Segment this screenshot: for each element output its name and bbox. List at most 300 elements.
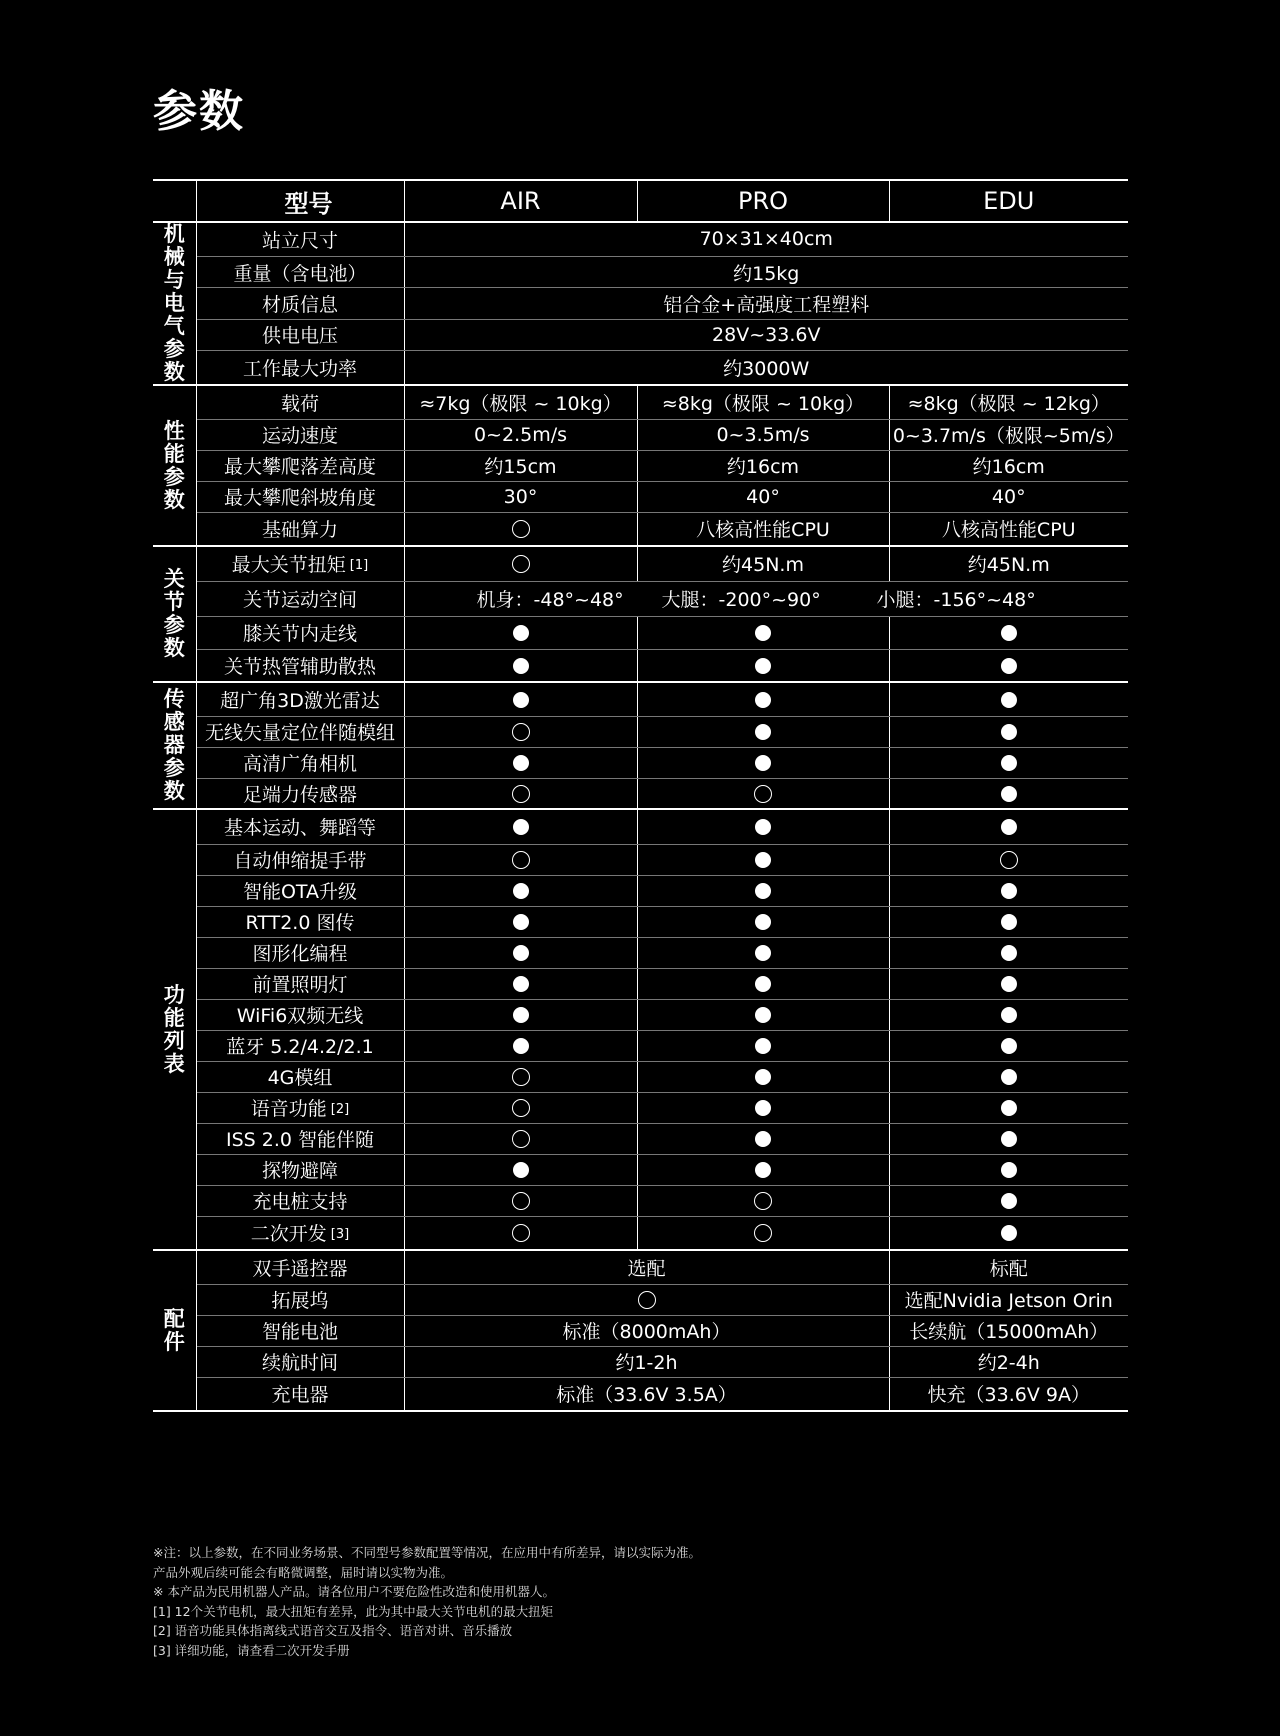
value-cell <box>889 1315 1128 1346</box>
filled-circle-icon <box>1001 1069 1017 1085</box>
filled-circle-icon <box>755 914 771 930</box>
row-label <box>196 1061 404 1092</box>
row-label <box>196 1154 404 1185</box>
row-label <box>196 385 404 419</box>
spec-row <box>153 809 1128 844</box>
row-label-text: 智能OTA升级 <box>242 881 358 903</box>
footnote-ref: [2] <box>330 1102 350 1117</box>
row-label-text: 拓展坞 <box>271 1290 329 1312</box>
value-cell <box>889 419 1128 450</box>
spec-row <box>153 968 1128 999</box>
category-label <box>153 222 196 385</box>
value-text: 约2-4h <box>977 1352 1040 1374</box>
filled-circle-icon <box>755 658 771 674</box>
filled-circle-icon <box>1001 1038 1017 1054</box>
value-cell <box>889 778 1128 809</box>
value-cell <box>404 682 637 716</box>
row-label-text: 足端力传感器 <box>242 783 357 806</box>
row-label <box>196 778 404 809</box>
row-label-text: 超广角3D激光雷达 <box>220 689 380 712</box>
spec-row <box>153 999 1128 1030</box>
value-cell <box>404 222 1128 256</box>
value-cell <box>404 546 637 581</box>
row-label <box>196 649 404 682</box>
value-text: 标准（8000mAh） <box>562 1321 731 1343</box>
row-label <box>196 1315 404 1346</box>
row-label-text: 充电器 <box>271 1384 329 1407</box>
footnote: 产品外观后续可能会有略微调整，届时请以实物为准。 <box>153 1564 454 1580</box>
empty-circle-icon <box>638 1291 656 1309</box>
filled-circle-icon <box>755 692 771 708</box>
value-cell <box>889 1154 1128 1185</box>
value-cell <box>637 546 889 581</box>
value-cell <box>404 968 637 999</box>
row-label <box>196 256 404 287</box>
joint-range-text: 小腿：-156°~48° <box>876 589 1036 611</box>
row-label <box>196 1216 404 1250</box>
value-cell <box>637 844 889 875</box>
value-text: 40° <box>991 485 1026 508</box>
row-label-text: 蓝牙 5.2/4.2/2.1 <box>226 1036 374 1058</box>
empty-circle-icon <box>512 723 530 741</box>
row-label <box>196 450 404 481</box>
filled-circle-icon <box>1001 976 1017 992</box>
spec-row <box>153 450 1128 481</box>
spec-row <box>153 616 1128 649</box>
row-label-text: 基本运动、舞蹈等 <box>223 817 376 840</box>
value-text: ≈8kg（极限 ~ 12kg） <box>907 392 1110 415</box>
row-label-text: 二次开发 <box>250 1223 327 1246</box>
row-label-text: 续航时间 <box>261 1352 338 1374</box>
value-text: ≈7kg（极限 ~ 10kg） <box>419 392 622 415</box>
value-cell <box>889 450 1128 481</box>
value-cell <box>404 512 637 546</box>
value-text: 28V~33.6V <box>712 323 821 346</box>
value-cell <box>637 450 889 481</box>
joint-range-cell <box>404 581 1128 616</box>
filled-circle-icon <box>1001 914 1017 930</box>
value-cell <box>404 1377 889 1411</box>
value-text: 快充（33.6V 9A） <box>927 1384 1090 1407</box>
header-corner <box>153 180 196 222</box>
filled-circle-icon <box>1001 658 1017 674</box>
value-text: 0~2.5m/s <box>473 423 568 446</box>
empty-circle-icon <box>512 1099 530 1117</box>
header-model-edu: EDU <box>889 180 1128 222</box>
value-cell <box>404 937 637 968</box>
row-label <box>196 288 404 319</box>
row-label <box>196 747 404 778</box>
spec-row <box>153 844 1128 875</box>
category-text: 配件 <box>163 1306 185 1354</box>
value-cell <box>404 288 1128 319</box>
value-cell <box>404 1315 889 1346</box>
value-text: 0~3.7m/s（极限~5m/s） <box>892 425 1125 447</box>
spec-row <box>153 937 1128 968</box>
value-cell <box>637 1061 889 1092</box>
value-cell <box>889 385 1128 419</box>
value-cell <box>889 1030 1128 1061</box>
spec-row <box>153 747 1128 778</box>
value-cell <box>889 1250 1128 1284</box>
row-label <box>196 844 404 875</box>
filled-circle-icon <box>755 819 771 835</box>
value-text: 约3000W <box>723 358 810 381</box>
value-cell <box>889 809 1128 844</box>
filled-circle-icon <box>513 1007 529 1023</box>
value-text: 约1-2h <box>615 1352 678 1374</box>
value-text: 30° <box>503 485 538 508</box>
value-cell <box>404 844 637 875</box>
row-label <box>196 1284 404 1315</box>
row-label <box>196 1030 404 1061</box>
row-label-text: 站立尺寸 <box>261 229 338 252</box>
row-label <box>196 1123 404 1154</box>
value-cell <box>889 999 1128 1030</box>
filled-circle-icon <box>1001 1100 1017 1116</box>
row-label-text: 探物避障 <box>261 1160 338 1182</box>
value-cell <box>637 747 889 778</box>
filled-circle-icon <box>1001 1225 1017 1241</box>
row-label <box>196 875 404 906</box>
row-label-text: 载荷 <box>280 392 319 415</box>
filled-circle-icon <box>1001 1007 1017 1023</box>
row-label <box>196 581 404 616</box>
value-cell <box>889 1284 1128 1315</box>
spec-row <box>153 1250 1128 1284</box>
filled-circle-icon <box>1001 883 1017 899</box>
value-cell <box>404 351 1128 385</box>
value-text: 选配Nvidia Jetson Orin <box>904 1290 1113 1312</box>
value-text: 40° <box>746 485 780 508</box>
spec-row <box>153 1030 1128 1061</box>
filled-circle-icon <box>1001 1193 1017 1209</box>
filled-circle-icon <box>755 1100 771 1116</box>
filled-circle-icon <box>755 945 771 961</box>
value-cell <box>637 1092 889 1123</box>
value-cell <box>404 1346 889 1377</box>
filled-circle-icon <box>513 819 529 835</box>
spec-row <box>153 1154 1128 1185</box>
spec-row <box>153 481 1128 512</box>
value-cell <box>889 1216 1128 1250</box>
filled-circle-icon <box>755 883 771 899</box>
row-label <box>196 1377 404 1411</box>
value-cell <box>404 1185 637 1216</box>
value-cell <box>637 512 889 546</box>
value-cell <box>637 716 889 747</box>
row-label <box>196 351 404 385</box>
row-label-text: 无线矢量定位伴随模组 <box>204 722 395 744</box>
row-label <box>196 1346 404 1377</box>
row-label <box>196 222 404 256</box>
footnote: [1] 12个关节电机，最大扭矩有差异，此为其中最大关节电机的最大扭矩 <box>153 1603 554 1619</box>
spec-row <box>153 222 1128 256</box>
filled-circle-icon <box>513 883 529 899</box>
value-cell <box>404 1061 637 1092</box>
filled-circle-icon <box>755 1131 771 1147</box>
value-cell <box>404 999 637 1030</box>
filled-circle-icon <box>1001 945 1017 961</box>
value-cell <box>637 682 889 716</box>
category-label <box>153 682 196 809</box>
value-cell <box>637 1030 889 1061</box>
spec-body <box>153 222 1128 1411</box>
footnote: [3] 详细功能，请查看二次开发手册 <box>153 1642 350 1658</box>
filled-circle-icon <box>755 1069 771 1085</box>
row-label-text: 供电电压 <box>261 325 338 348</box>
empty-circle-icon <box>512 520 530 538</box>
value-cell <box>889 716 1128 747</box>
row-label <box>196 716 404 747</box>
category-text: 关节参数 <box>163 567 185 660</box>
value-cell <box>404 481 637 512</box>
value-cell <box>404 256 1128 287</box>
filled-circle-icon <box>755 1007 771 1023</box>
header-model-pro: PRO <box>637 180 889 222</box>
category-label <box>153 385 196 546</box>
row-label-text: 语音功能 <box>250 1098 327 1120</box>
row-label-text: 4G模组 <box>267 1067 333 1089</box>
value-text: 约15cm <box>484 456 557 478</box>
filled-circle-icon <box>513 755 529 771</box>
value-cell <box>404 616 637 649</box>
value-cell <box>889 1346 1128 1377</box>
row-label <box>196 906 404 937</box>
page-title: 参数 <box>153 86 245 137</box>
value-cell <box>637 778 889 809</box>
value-cell <box>404 1284 889 1315</box>
value-text: ≈8kg（极限 ~ 10kg） <box>661 392 865 415</box>
value-text: 70×31×40cm <box>699 228 833 251</box>
footnote: [2] 语音功能具体指离线式语音交互及指令、语音对讲、音乐播放 <box>153 1623 513 1638</box>
spec-row <box>153 778 1128 809</box>
value-cell <box>889 937 1128 968</box>
spec-row <box>153 385 1128 419</box>
empty-circle-icon <box>754 785 772 803</box>
filled-circle-icon <box>513 1038 529 1054</box>
value-cell <box>637 999 889 1030</box>
row-label <box>196 968 404 999</box>
category-label <box>153 546 196 682</box>
value-cell <box>637 1123 889 1154</box>
row-label-text: ISS 2.0 智能伴随 <box>225 1129 375 1151</box>
row-label <box>196 1092 404 1123</box>
filled-circle-icon <box>1001 625 1017 641</box>
row-label-text: 基础算力 <box>261 519 338 542</box>
value-text: 八核高性能CPU <box>696 519 830 542</box>
empty-circle-icon <box>1000 851 1018 869</box>
value-cell <box>404 1030 637 1061</box>
value-cell <box>637 809 889 844</box>
spec-row <box>153 1346 1128 1377</box>
row-label <box>196 809 404 844</box>
spec-row <box>153 512 1128 546</box>
row-label-text: 最大关节扭矩 <box>231 554 346 577</box>
value-cell <box>404 385 637 419</box>
value-cell <box>637 937 889 968</box>
spec-row <box>153 682 1128 716</box>
category-label <box>153 809 196 1250</box>
value-cell <box>889 1092 1128 1123</box>
filled-circle-icon <box>755 1162 771 1178</box>
filled-circle-icon <box>1001 1131 1017 1147</box>
value-cell <box>637 1185 889 1216</box>
spec-row <box>153 319 1128 350</box>
row-label-text: 膝关节内走线 <box>242 623 357 645</box>
spec-row <box>153 546 1128 581</box>
filled-circle-icon <box>755 976 771 992</box>
spec-row <box>153 256 1128 287</box>
empty-circle-icon <box>754 1224 772 1242</box>
spec-row <box>153 649 1128 682</box>
empty-circle-icon <box>754 1192 772 1210</box>
filled-circle-icon <box>1001 819 1017 835</box>
row-label-text: 前置照明灯 <box>252 974 348 996</box>
value-cell <box>637 481 889 512</box>
value-cell <box>404 1092 637 1123</box>
value-cell <box>889 616 1128 649</box>
filled-circle-icon <box>1001 786 1017 802</box>
header-model-label: 型号 <box>196 180 404 222</box>
spec-row <box>153 1315 1128 1346</box>
row-label-text: 运动速度 <box>261 425 338 447</box>
value-cell <box>404 747 637 778</box>
value-cell <box>637 1216 889 1250</box>
spec-row <box>153 581 1128 616</box>
row-label-text: 材质信息 <box>261 293 338 316</box>
value-cell <box>889 481 1128 512</box>
joint-range-text: 机身：-48°~48° <box>476 589 624 611</box>
row-label-text: RTT2.0 图传 <box>245 912 355 934</box>
footnotes <box>153 1543 701 1660</box>
value-text: 标准（33.6V 3.5A） <box>556 1384 737 1407</box>
value-cell <box>889 747 1128 778</box>
value-cell <box>889 844 1128 875</box>
value-cell <box>637 1154 889 1185</box>
value-cell <box>404 1250 889 1284</box>
value-cell <box>889 1185 1128 1216</box>
row-label <box>196 319 404 350</box>
row-label-text: 充电桩支持 <box>252 1191 348 1213</box>
value-cell <box>889 512 1128 546</box>
spec-row <box>153 1123 1128 1154</box>
spec-row <box>153 1377 1128 1411</box>
value-cell <box>637 968 889 999</box>
row-label-text: 双手遥控器 <box>252 1257 348 1280</box>
spec-row <box>153 1216 1128 1250</box>
filled-circle-icon <box>1001 724 1017 740</box>
empty-circle-icon <box>512 1130 530 1148</box>
row-label-text: 高清广角相机 <box>242 753 357 775</box>
category-label <box>153 1250 196 1411</box>
value-text: 标配 <box>989 1257 1028 1280</box>
spec-row <box>153 875 1128 906</box>
empty-circle-icon <box>512 851 530 869</box>
spec-row <box>153 716 1128 747</box>
value-cell <box>889 968 1128 999</box>
value-text: 约45N.m <box>722 554 804 577</box>
row-label <box>196 682 404 716</box>
value-text: 选配 <box>627 1257 666 1280</box>
value-text: 约15kg <box>733 262 800 285</box>
row-label-text: 图形化编程 <box>252 943 348 965</box>
value-cell <box>404 450 637 481</box>
category-text: 性能参数 <box>163 418 185 512</box>
row-label-text: 关节热管辅助散热 <box>223 655 376 678</box>
value-text: 八核高性能CPU <box>941 519 1076 542</box>
value-cell <box>404 1216 637 1250</box>
value-cell <box>889 1123 1128 1154</box>
value-cell <box>404 875 637 906</box>
value-cell <box>637 649 889 682</box>
filled-circle-icon <box>755 1038 771 1054</box>
spec-row <box>153 906 1128 937</box>
filled-circle-icon <box>513 1162 529 1178</box>
spec-row <box>153 288 1128 319</box>
value-text: 约16cm <box>726 456 800 478</box>
row-label-text: 最大攀爬斜坡角度 <box>223 487 376 509</box>
value-cell <box>889 682 1128 716</box>
spec-row <box>153 1061 1128 1092</box>
value-cell <box>889 875 1128 906</box>
filled-circle-icon <box>513 625 529 641</box>
value-text: 约45N.m <box>967 554 1050 577</box>
value-cell <box>404 716 637 747</box>
footnote-ref: [3] <box>330 1227 350 1243</box>
footnote-ref: [1] <box>349 558 369 574</box>
header-model-air: AIR <box>404 180 637 222</box>
category-text: 传感器参数 <box>163 687 185 803</box>
filled-circle-icon <box>1001 692 1017 708</box>
value-cell <box>404 1154 637 1185</box>
row-label <box>196 616 404 649</box>
value-cell <box>889 546 1128 581</box>
value-cell <box>637 875 889 906</box>
category-text: 机械与电气参数 <box>163 222 185 384</box>
value-text: 长续航（15000mAh） <box>909 1321 1109 1343</box>
empty-circle-icon <box>512 555 530 573</box>
footnote: ※注：以上参数，在不同业务场景、不同型号参数配置等情况，在应用中有所差异，请以实际为准。 <box>153 1545 701 1560</box>
filled-circle-icon <box>755 724 771 740</box>
row-label-text: 智能电池 <box>261 1321 338 1343</box>
row-label-text: WiFi6双频无线 <box>236 1005 364 1027</box>
spec-row <box>153 419 1128 450</box>
row-label <box>196 1250 404 1284</box>
value-cell <box>889 1377 1128 1411</box>
value-cell <box>637 419 889 450</box>
value-cell <box>637 385 889 419</box>
filled-circle-icon <box>755 852 771 868</box>
row-label-text: 工作最大功率 <box>242 358 357 381</box>
value-cell <box>889 649 1128 682</box>
value-cell <box>404 319 1128 350</box>
filled-circle-icon <box>513 976 529 992</box>
value-text: 铝合金+高强度工程塑料 <box>663 293 870 316</box>
footnote: ※ 本产品为民用机器人产品。请各位用户不要危险性改造和使用机器人。 <box>153 1584 555 1599</box>
row-label <box>196 999 404 1030</box>
row-label <box>196 481 404 512</box>
value-cell <box>404 778 637 809</box>
row-label <box>196 1185 404 1216</box>
filled-circle-icon <box>513 914 529 930</box>
value-cell <box>637 906 889 937</box>
filled-circle-icon <box>513 692 529 708</box>
empty-circle-icon <box>512 1192 530 1210</box>
spec-table <box>153 179 1128 1412</box>
filled-circle-icon <box>755 625 771 641</box>
value-cell <box>637 616 889 649</box>
